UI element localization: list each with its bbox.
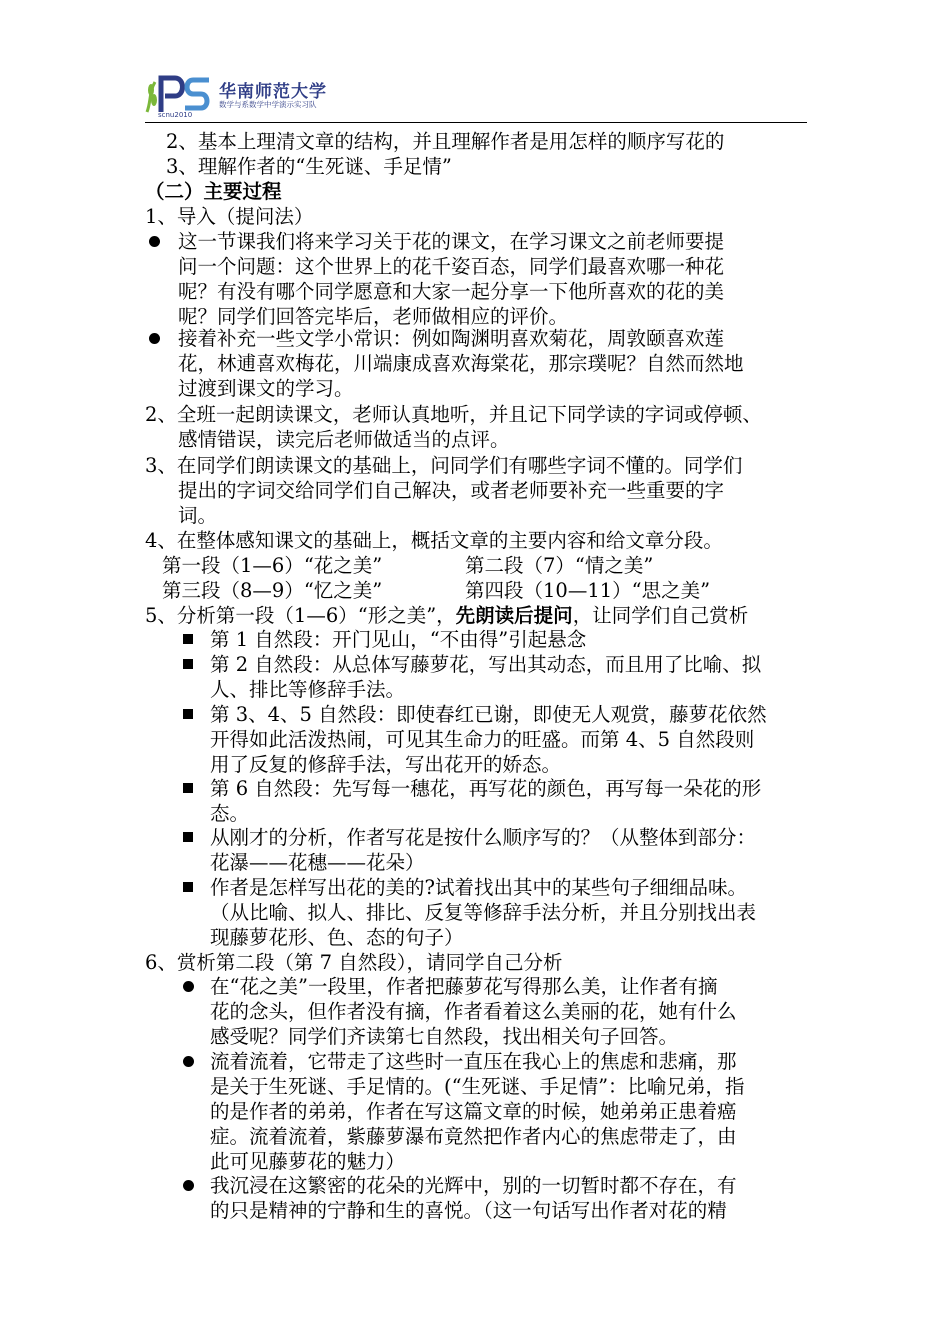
objective-3: 3、理解作者的“生死谜、手足情” [166,155,452,178]
bullet-icon [149,236,160,247]
header-divider [145,122,807,123]
square-bullet-icon [183,659,193,669]
paragraph-line: 第 6 自然段：先写每一穗花，再写花的颜色，再写每一朵花的形 [210,777,762,800]
square-bullet-icon [183,634,193,644]
square-bullet-icon [183,783,193,793]
paragraph-line: 问一个问题：这个世界上的花千姿百态，同学们最喜欢哪一种花 [178,255,725,278]
step-5-tail: ，让同学们自己赏析 [572,604,749,627]
paragraph-line: 态。 [210,802,250,825]
paragraph-line: 在“花之美”一段里，作者把藤萝花写得那么美，让作者有摘 [210,975,718,998]
bullet-icon [149,333,160,344]
paragraph-line: 开得如此活泼热闹，可见其生命力的旺盛。而第 4、5 自然段则 [210,728,755,751]
paragraph-line: 花的念头，但作者没有摘，作者看着这么美丽的花，她有什么 [210,1000,737,1023]
page-header [145,72,805,124]
paragraph-line: 此可见藤萝花的魅力） [210,1150,406,1173]
paragraph-line: 花，林逋喜欢梅花，川端康成喜欢海棠花，那宗璞呢？自然而然地 [178,352,744,375]
segment-1: 第一段（1—6）“花之美” [162,554,383,577]
objective-2: 2、基本上理清文章的结构，并且理解作者是用怎样的顺序写花的 [166,130,725,153]
step-2: 2、全班一起朗读课文，老师认真地听，并且记下同学读的字词或停顿、 [145,403,762,426]
paragraph-line: 从刚才的分析，作者写花是按什么顺序写的？（从整体到部分： [210,826,757,849]
paragraph-line: （从比喻、拟人、排比、反复等修辞手法分析，并且分别找出表 [210,901,757,924]
paragraph-line: 人、排比等修辞手法。 [210,678,406,701]
paragraph-line: 感情错误，读完后老师做适当的点评。 [178,428,510,451]
paragraph-line: 呢？同学们回答完毕后，老师做相应的评价。 [178,305,569,328]
paragraph-line: 第 3、4、5 自然段：即使春红已谢，即使无人观赏，藤萝花依然 [210,703,767,726]
square-bullet-icon [183,832,193,842]
step-5 [145,604,748,628]
paragraph-line: 呢？有没有哪个同学愿意和大家一起分享一下他所喜欢的花的美 [178,280,725,303]
step-6: 6、赏析第二段（第 7 自然段），请同学自己分析 [145,951,563,974]
square-bullet-icon [183,709,193,719]
paragraph-line: 的是作者的弟弟，作者在写这篇文章的时候，她弟弟正患着癌 [210,1100,737,1123]
paragraph-line: 现藤萝花形、色、态的句子） [210,926,464,949]
paragraph-line: 过渡到课文的学习。 [178,377,354,400]
segment-3: 第三段（8—9）“忆之美” [162,579,383,602]
step-1: 1、导入（提问法） [145,205,314,228]
paragraph-line: 我沉浸在这繁密的花朵的光辉中，别的一切暂时都不存在，有 [210,1174,737,1197]
paragraph-line: 词。 [178,504,218,527]
bullet-icon [183,1056,194,1067]
university-name: 华南师范大学 [219,82,327,102]
paragraph-line: 提出的字词交给同学们自己解决，或者老师要补充一些重要的字 [178,479,725,502]
bullet-icon [183,1180,194,1191]
logo-text: scnu2010 [158,111,193,118]
step-5-text: 5、分析第一段（1—6）“形之美”， [145,604,456,627]
paragraph-line: 作者是怎样写出花的美的?试着找出其中的某些句子细细品味。 [210,876,747,899]
paragraph-line: 花瀑——花穗——花朵） [210,851,425,874]
paragraph-line: 第 1 自然段：开门见山，“不由得”引起悬念 [210,628,587,651]
step-4: 4、在整体感知课文的基础上，概括文章的主要内容和给文章分段。 [145,529,723,552]
paragraph-line: 接着补充一些文学小常识：例如陶渊明喜欢菊花，周敦颐喜欢莲 [178,327,725,350]
header-subtitle: 数学与系数学中学演示实习队 [219,100,317,109]
step-5-emphasis: 先朗读后提问 [455,604,573,627]
paragraph-line: 流着流着，它带走了这些时一直压在我心上的焦虑和悲痛，那 [210,1050,737,1073]
paragraph-line: 是关于生死谜、手足情的。(“生死谜、手足情”：比喻兄弟，指 [210,1075,745,1098]
bullet-icon [183,981,194,992]
paragraph-line: 第 2 自然段：从总体写藤萝花，写出其动态，而且用了比喻、拟 [210,653,762,676]
square-bullet-icon [183,882,193,892]
paragraph-line: 感受呢？同学们齐读第七自然段，找出相关句子回答。 [210,1025,679,1048]
paragraph-line: 这一节课我们将来学习关于花的课文，在学习课文之前老师要提 [178,230,725,253]
university-logo [145,72,217,118]
section-heading: （二）主要过程 [145,180,282,203]
paragraph-line: 症。流着流着，紫藤萝瀑布竟然把作者内心的焦虑带走了，由 [210,1125,737,1148]
segment-4: 第四段（10—11）“思之美” [465,579,711,602]
segment-2: 第二段（7）“情之美” [465,554,654,577]
paragraph-line: 的只是精神的宁静和生的喜悦。（这一句话写出作者对花的精 [210,1199,727,1222]
paragraph-line: 用了反复的修辞手法，写出花开的娇态。 [210,753,562,776]
step-3: 3、在同学们朗读课文的基础上，问同学们有哪些字词不懂的。同学们 [145,454,743,477]
